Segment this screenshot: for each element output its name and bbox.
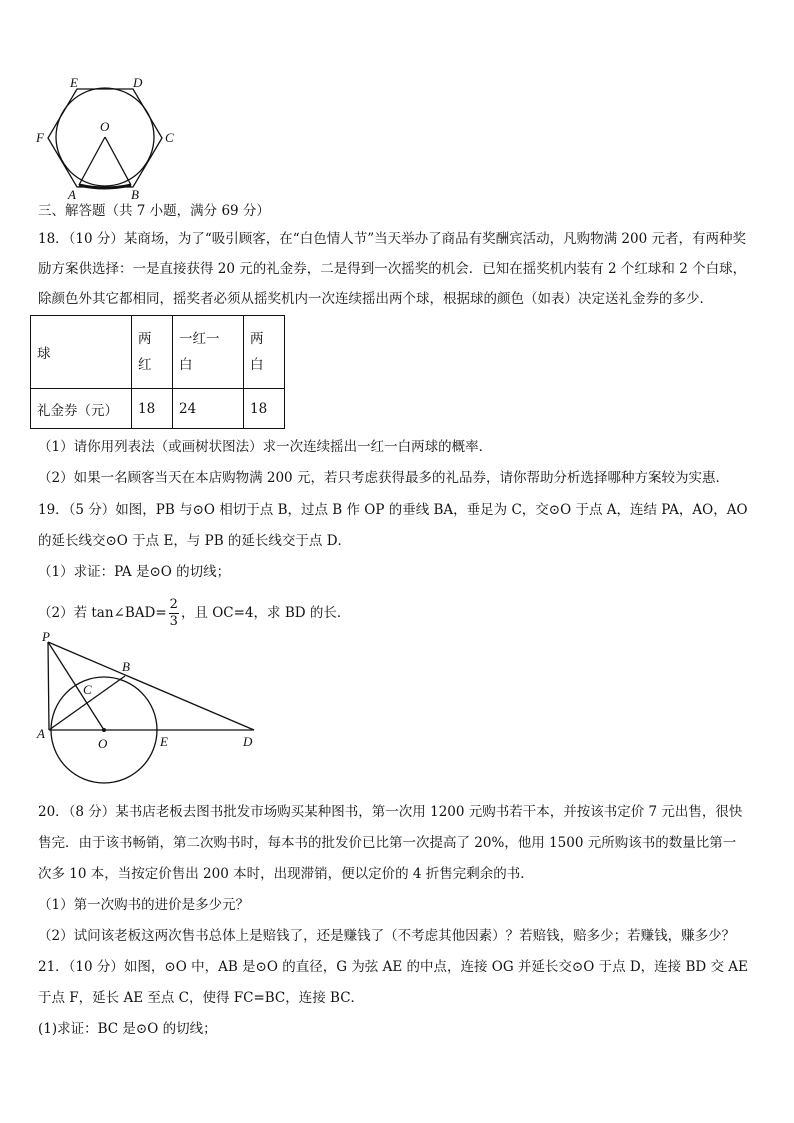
q20-sub2: （2）试问该老板这两次售书总体上是赔钱了，还是赚钱了（不考虑其他因素）？若赔钱，赔多少；若赚钱，赚多少？: [38, 928, 736, 944]
prize-table: [30, 315, 285, 429]
label-d: D: [243, 734, 253, 749]
label-a: A: [37, 726, 45, 741]
table-row: [31, 316, 285, 389]
label-e: E: [160, 734, 168, 749]
hexagon-circle-figure: [30, 75, 190, 205]
q19-sub2-pre: （2）若 tan∠BAD=: [38, 605, 167, 621]
q19-sub1: （1）求证：PA 是⊙O 的切线；: [38, 564, 231, 580]
label-p: P: [42, 629, 50, 644]
label-b: B: [122, 659, 130, 674]
segment-pd: [48, 642, 254, 730]
table-cell: 一红一 白: [173, 316, 244, 389]
label-o: O: [100, 119, 110, 134]
q21-sub1: (1)求证：BC 是⊙O 的切线；: [38, 1021, 217, 1037]
label-d: D: [133, 75, 143, 90]
fraction: [169, 597, 179, 630]
fraction-denominator: 3: [169, 614, 178, 629]
label-f: F: [36, 130, 44, 145]
segment-po: [48, 642, 104, 730]
label-o: O: [98, 736, 108, 751]
segment-oa: [79, 137, 105, 185]
table-cell: 18: [132, 389, 173, 429]
table-head-voucher: 礼金券（元）: [31, 389, 132, 429]
q19-line2: 的延长线交⊙O 于点 E，与 PB 的延长线交于点 D．: [38, 533, 352, 549]
q19-line1: 19．（5 分）如图，PB 与⊙O 相切于点 B，过点 B 作 OP 的垂线 BA，垂足为 C，交⊙O 于点 A，连结 PA，AO，AO: [38, 502, 748, 518]
section-title: 三、解答题（共 7 小题，满分 69 分）: [38, 203, 270, 219]
segment-ob: [105, 137, 131, 185]
q18-line3: 除颜色外其它都相同，摇奖者必须从摇奖机内一次连续摇出两个球，根据球的颜色（如表）决定送礼金券的多少．: [38, 291, 713, 307]
segment-pa: [48, 642, 49, 730]
q21-line1: 21．（10 分）如图，⊙O 中，AB 是⊙O 的直径，G 为弦 AE 的中点，连接 OG 并延长交⊙O 于点 D，连接 BD 交 AE: [38, 959, 748, 975]
q20-line2: 售完．由于该书畅销，第二次购书时，每本书的批发价已比第一次提高了 20%，他用 1500 元所购该书的数量比第一: [38, 835, 737, 851]
table-head-ball: 球: [31, 316, 132, 389]
label-a: A: [68, 187, 76, 202]
q19-sub2-post: ，且 OC=4，求 BD 的长．: [180, 605, 351, 621]
table-cell: 24: [173, 389, 244, 429]
q18-sub1: （1）请你用列表法（或画树状图法）求一次连续摇出一红一白两球的概率．: [38, 439, 493, 455]
label-c: C: [165, 130, 174, 145]
q21-line2: 于点 F，延长 AE 至点 C，使得 FC=BC，连接 BC．: [38, 990, 365, 1006]
q18-sub2: （2）如果一名顾客当天在本店购物满 200 元，若只考虑获得最多的礼品券，请你帮助分析选择哪种方案较为实惠．: [38, 470, 729, 486]
table-cell: 两 白: [244, 316, 285, 389]
q19-sub2: [38, 597, 350, 630]
table-cell: 18: [244, 389, 285, 429]
q18-line2: 励方案供选择：一是直接获得 20 元的礼金券，二是得到一次摇奖的机会．已知在摇奖机内装有 2 个红球和 2 个白球，: [38, 261, 747, 277]
q20-sub1: （1）第一次购书的进价是多少元？: [38, 897, 250, 913]
q20-line3: 次多 10 本，当按定价售出 200 本时，出现滞销，便以定价的 4 折售完剩余的书．: [38, 866, 534, 882]
tangent-figure: [30, 628, 270, 793]
q20-line1: 20．（8 分）某书店老板去图书批发市场购买某种图书，第一次用 1200 元购书若干本，并按该书定价 7 元出售，很快: [38, 804, 743, 820]
label-b: B: [131, 187, 139, 202]
label-e: E: [70, 75, 78, 90]
q18-line1: 18．（10 分）某商场，为了“吸引顾客，在“白色情人节”当天举办了商品有奖酬宾活动，凡购物满 200 元者，有两种奖: [38, 231, 746, 247]
center-point: [102, 728, 106, 732]
table-cell: 两 红: [132, 316, 173, 389]
label-c: C: [83, 682, 92, 697]
fraction-numerator: 2: [169, 597, 178, 612]
table-row: [31, 389, 285, 429]
